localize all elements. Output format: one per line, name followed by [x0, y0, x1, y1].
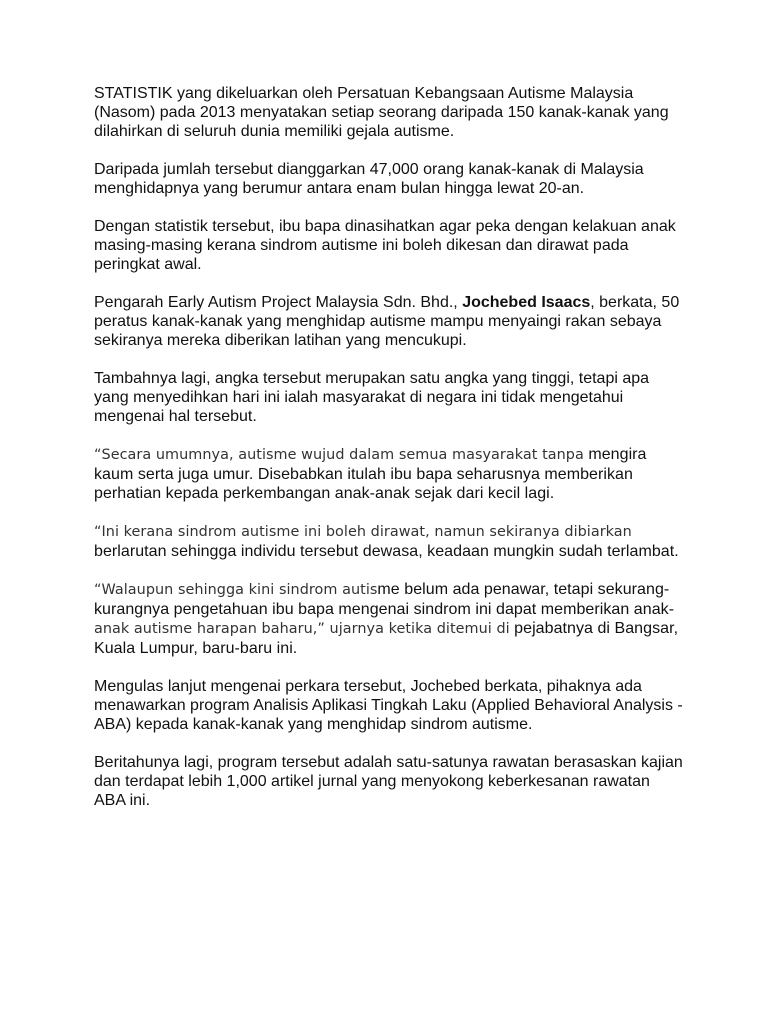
paragraph-1	[94, 84, 684, 141]
paragraph-8-text-end: pejabatnya di Bangsar, Kuala Lumpur, baru-baru ini.	[94, 620, 679, 657]
paragraph-4-text-before: Pengarah Early Autism Project Malaysia Sdn. Bhd.,	[94, 294, 463, 311]
paragraph-5	[94, 369, 684, 426]
paragraph-8	[94, 580, 684, 658]
paragraph-1-text: STATISTIK yang dikeluarkan oleh Persatuan Kebangsaan Autisme Malaysia (Nasom) pada 2013 menyatakan setiap seorang daripada 150 kanak-kanak yang dilahirkan di seluruh dunia memiliki gejala autisme.	[94, 85, 669, 140]
paragraph-7-quote-start: “Ini kerana sindrom autisme ini boleh dirawat, namun sekiranya dibiarkan	[94, 524, 632, 540]
paragraph-9	[94, 677, 684, 734]
paragraph-9-text: Mengulas lanjut mengenai perkara tersebut, Jochebed berkata, pihaknya ada menawarkan program Analisis Aplikasi Tingkah Laku (Applied Behavioral Analysis -ABA) kepada kanak-kanak yang menghidap sindrom autisme.	[94, 678, 683, 733]
paragraph-6-text: mengira kaum serta juga umur. Disebabkan itulah ibu bapa seharusnya memberikan perhatian kepada perkembangan anak-anak sejak dari kecil lagi.	[94, 446, 647, 502]
paragraph-8-quote-middle: anak autisme harapan baharu,” ujarnya ketika ditemui di	[94, 621, 510, 637]
paragraph-6-quote-start: “Secara umumnya, autisme wujud dalam semua masyarakat tanpa	[94, 447, 584, 463]
paragraph-7	[94, 522, 684, 561]
paragraph-2	[94, 160, 684, 198]
paragraph-6	[94, 445, 684, 503]
paragraph-7-text: berlarutan sehingga individu tersebut dewasa, keadaan mungkin sudah terlambat.	[94, 543, 679, 560]
paragraph-3-text: Dengan statistik tersebut, ibu bapa dinasihatkan agar peka dengan kelakuan anak masing-masing kerana sindrom autisme ini boleh dikesan dan dirawat pada peringkat awal.	[94, 218, 676, 273]
paragraph-8-quote-start: “Walaupun sehingga kini sindrom autis	[94, 582, 378, 598]
paragraph-10-text: Beritahunya lagi, program tersebut adalah satu-satunya rawatan berasaskan kajian dan terdapat lebih 1,000 artikel jurnal yang menyokong keberkesanan rawatan ABA ini.	[94, 754, 683, 809]
paragraph-2-text: Daripada jumlah tersebut dianggarkan 47,000 orang kanak-kanak di Malaysia menghidapnya yang berumur antara enam bulan hingga lewat 20-an.	[94, 161, 644, 197]
paragraph-8-text: me belum ada penawar, tetapi sekurang-kurangnya pengetahuan ibu bapa mengenai sindrom ini dapat memberikan anak-	[94, 581, 675, 618]
paragraph-5-text: Tambahnya lagi, angka tersebut merupakan satu angka yang tinggi, tetapi apa yang menyedihkan hari ini ialah masyarakat di negara ini tidak mengetahui mengenai hal tersebut.	[94, 370, 650, 425]
person-name: Jochebed Isaacs	[462, 294, 591, 311]
paragraph-4-text-after: , berkata, 50 peratus kanak-kanak yang menghidap autisme mampu menyaingi rakan sebaya sekiranya mereka diberikan latihan yang mencukupi.	[94, 294, 680, 349]
article-body	[94, 84, 684, 829]
paragraph-4	[94, 293, 684, 350]
paragraph-3	[94, 217, 684, 274]
paragraph-10	[94, 753, 684, 810]
